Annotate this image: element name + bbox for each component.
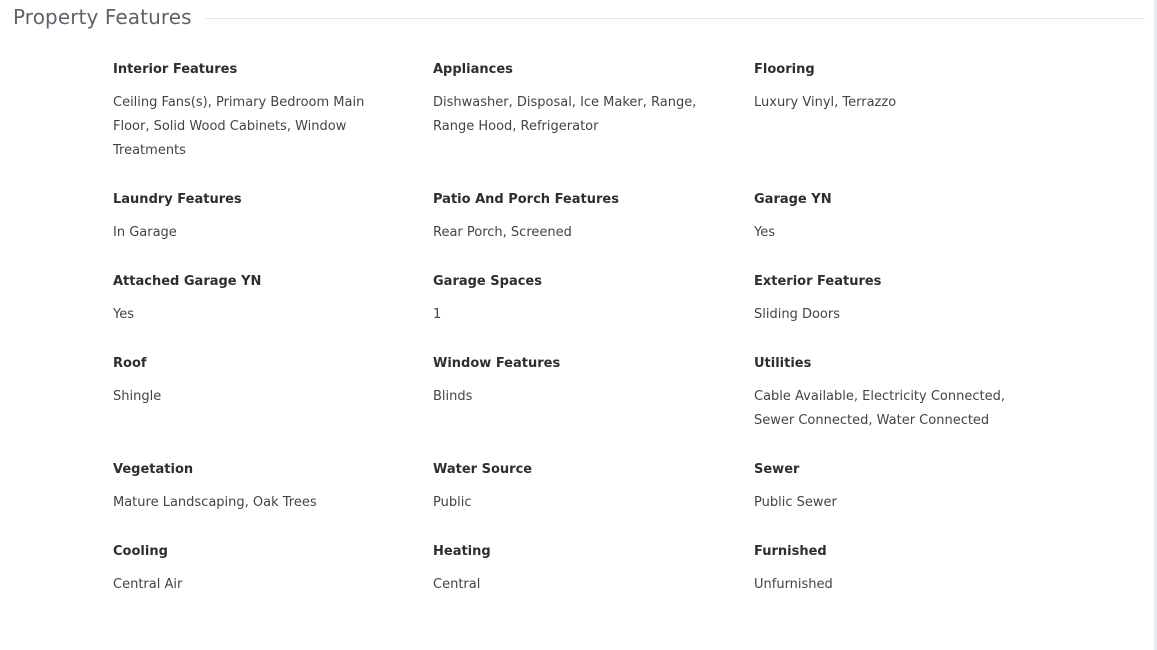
feature-value: Central Air bbox=[113, 577, 183, 592]
feature-sewer bbox=[754, 458, 1075, 515]
feature-label: Exterior Features bbox=[754, 274, 882, 289]
feature-appliances bbox=[433, 58, 754, 163]
feature-patio-and-porch-features bbox=[433, 188, 754, 245]
feature-utilities bbox=[754, 352, 1075, 433]
feature-label: Flooring bbox=[754, 62, 815, 77]
section-title: Property Features bbox=[13, 5, 192, 29]
feature-label: Window Features bbox=[433, 356, 561, 371]
feature-label: Heating bbox=[433, 544, 491, 559]
feature-laundry-features bbox=[113, 188, 433, 245]
feature-value: Rear Porch, Screened bbox=[433, 225, 572, 240]
feature-value: Shingle bbox=[113, 389, 162, 404]
feature-value: Unfurnished bbox=[754, 577, 833, 592]
feature-interior-features bbox=[113, 58, 433, 163]
feature-label: Garage Spaces bbox=[433, 274, 542, 289]
feature-label: Water Source bbox=[433, 462, 533, 477]
feature-value: Blinds bbox=[433, 389, 473, 404]
feature-value: Public bbox=[433, 495, 472, 510]
feature-label: Furnished bbox=[754, 544, 827, 559]
feature-heating bbox=[433, 540, 754, 597]
section-header bbox=[13, 0, 1145, 36]
feature-label: Roof bbox=[113, 356, 147, 371]
feature-label: Garage YN bbox=[754, 192, 832, 207]
feature-value: Public Sewer bbox=[754, 495, 837, 510]
feature-label: Utilities bbox=[754, 356, 812, 371]
feature-value: 1 bbox=[433, 307, 442, 322]
feature-label: Cooling bbox=[113, 544, 168, 559]
feature-value: Sliding Doors bbox=[754, 307, 840, 322]
feature-water-source bbox=[433, 458, 754, 515]
feature-label: Vegetation bbox=[113, 462, 194, 477]
feature-value: Yes bbox=[754, 225, 775, 240]
feature-window-features bbox=[433, 352, 754, 433]
feature-value: Central bbox=[433, 577, 481, 592]
section-divider bbox=[205, 18, 1145, 19]
feature-label: Appliances bbox=[433, 62, 513, 77]
feature-flooring bbox=[754, 58, 1075, 163]
feature-label: Attached Garage YN bbox=[113, 274, 262, 289]
feature-roof bbox=[113, 352, 433, 433]
feature-label: Sewer bbox=[754, 462, 800, 477]
feature-value: Mature Landscaping, Oak Trees bbox=[113, 495, 317, 510]
feature-garage-spaces bbox=[433, 270, 754, 327]
feature-value: Cable Available, Electricity Connected, Sewer Connected, Water Connected bbox=[754, 389, 1005, 428]
feature-value: Ceiling Fans(s), Primary Bedroom Main Floor, Solid Wood Cabinets, Window Treatments bbox=[113, 95, 365, 158]
feature-attached-garage-yn bbox=[113, 270, 433, 327]
feature-furnished bbox=[754, 540, 1075, 597]
feature-vegetation bbox=[113, 458, 433, 515]
feature-label: Laundry Features bbox=[113, 192, 242, 207]
feature-cooling bbox=[113, 540, 433, 597]
features-grid bbox=[113, 58, 1075, 597]
feature-label: Patio And Porch Features bbox=[433, 192, 619, 207]
feature-value: Yes bbox=[113, 307, 134, 322]
feature-value: In Garage bbox=[113, 225, 177, 240]
feature-garage-yn bbox=[754, 188, 1075, 245]
feature-label: Interior Features bbox=[113, 62, 238, 77]
feature-exterior-features bbox=[754, 270, 1075, 327]
feature-value: Dishwasher, Disposal, Ice Maker, Range, Range Hood, Refrigerator bbox=[433, 95, 697, 134]
feature-value: Luxury Vinyl, Terrazzo bbox=[754, 95, 897, 110]
